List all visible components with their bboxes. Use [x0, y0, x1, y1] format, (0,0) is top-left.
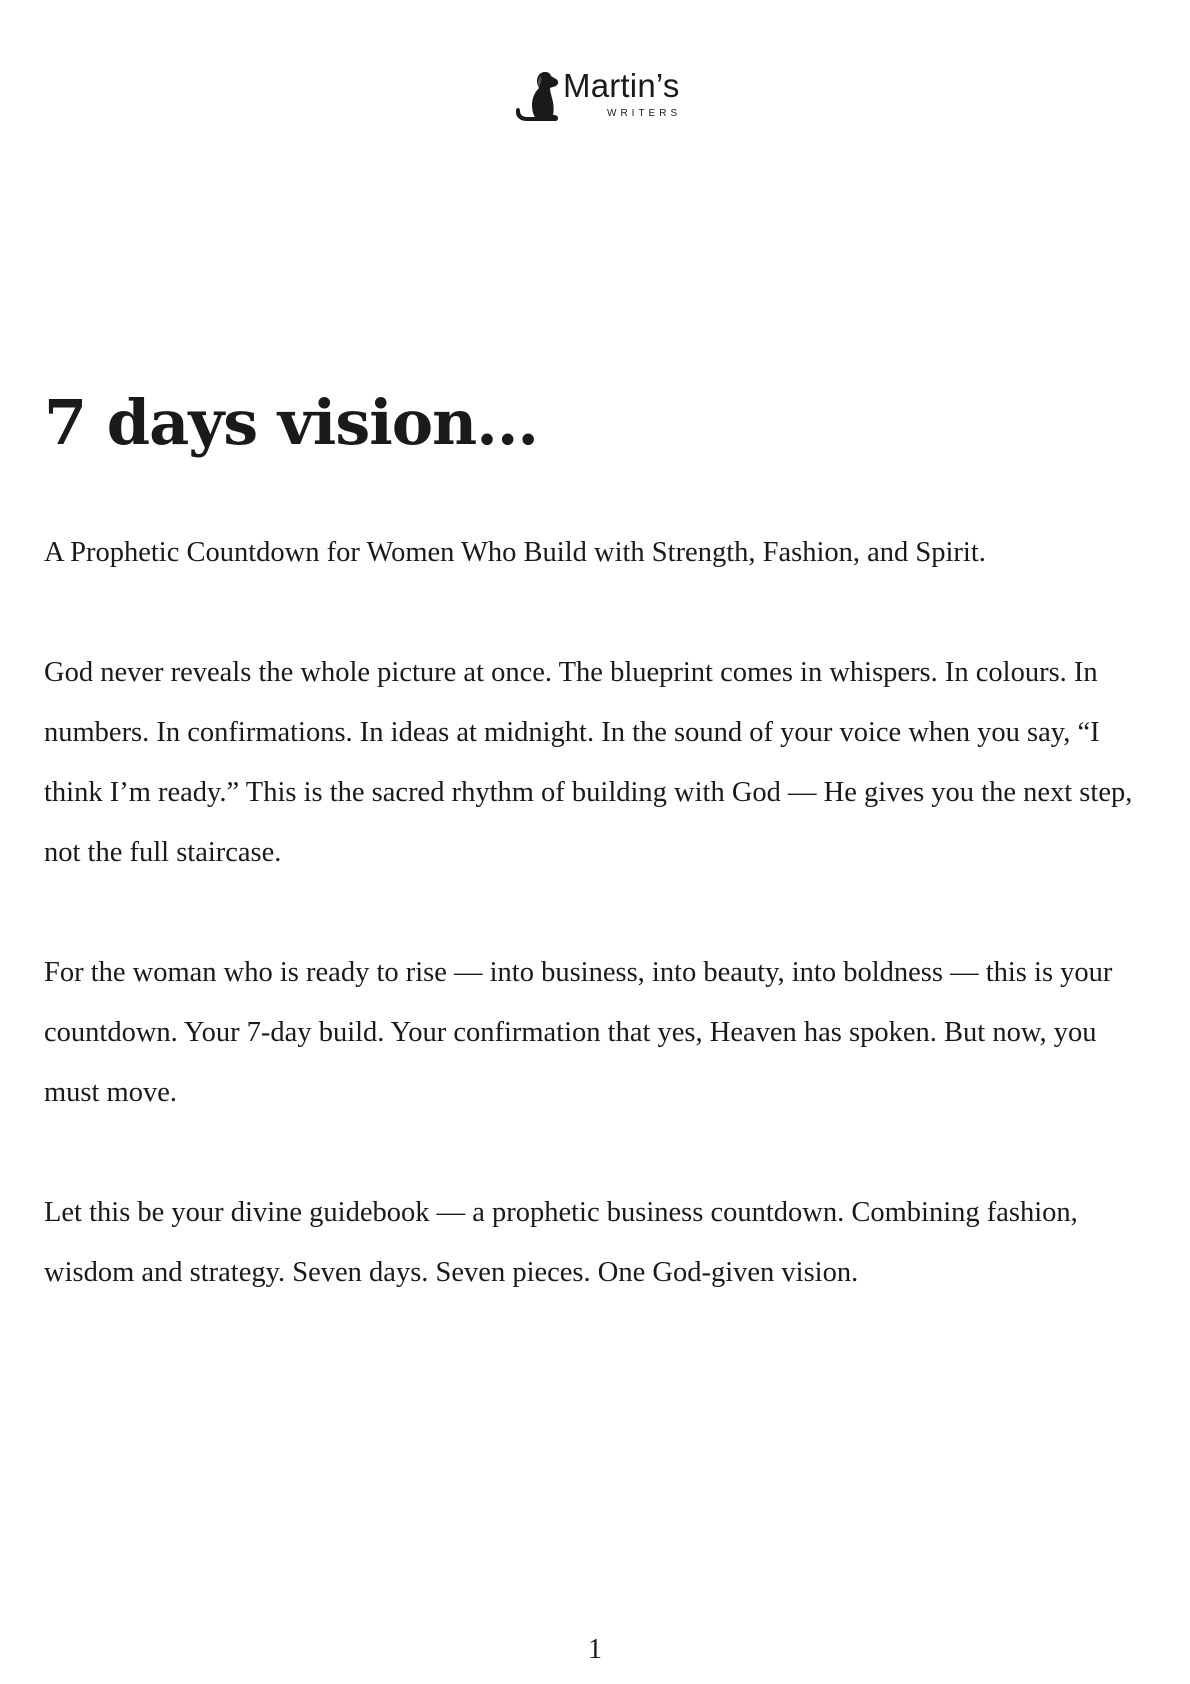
dog-silhouette-icon [515, 70, 565, 122]
brand-name: Martin’s [563, 67, 680, 104]
brand-logo [515, 66, 685, 126]
page-number: 1 [588, 1634, 602, 1665]
brand-subtitle: WRITERS [607, 108, 682, 119]
document-subtitle: A Prophetic Countdown for Women Who Build with Strength, Fashion, and Spirit. [44, 537, 986, 568]
page-title: 7 days vision... [44, 386, 538, 459]
paragraph-1: God never reveals the whole picture at once. The blueprint comes in whispers. In colours. In numbers. In confirmations. In ideas at midnight. In the sound of your voice when you say, “I think I’m ready.” This is the sacred rhythm of building with God — He gives you the next step, not the full staircase. [44, 657, 1133, 868]
paragraph-2: For the woman who is ready to rise — into business, into beauty, into boldness — this is your countdown. Your 7-day build. Your confirmation that yes, Heaven has spoken. But now, you must move. [44, 957, 1113, 1108]
paragraph-3: Let this be your divine guidebook — a prophetic business countdown. Combining fashion, wisdom and strategy. Seven days. Seven pieces. One God-given vision. [44, 1197, 1078, 1288]
